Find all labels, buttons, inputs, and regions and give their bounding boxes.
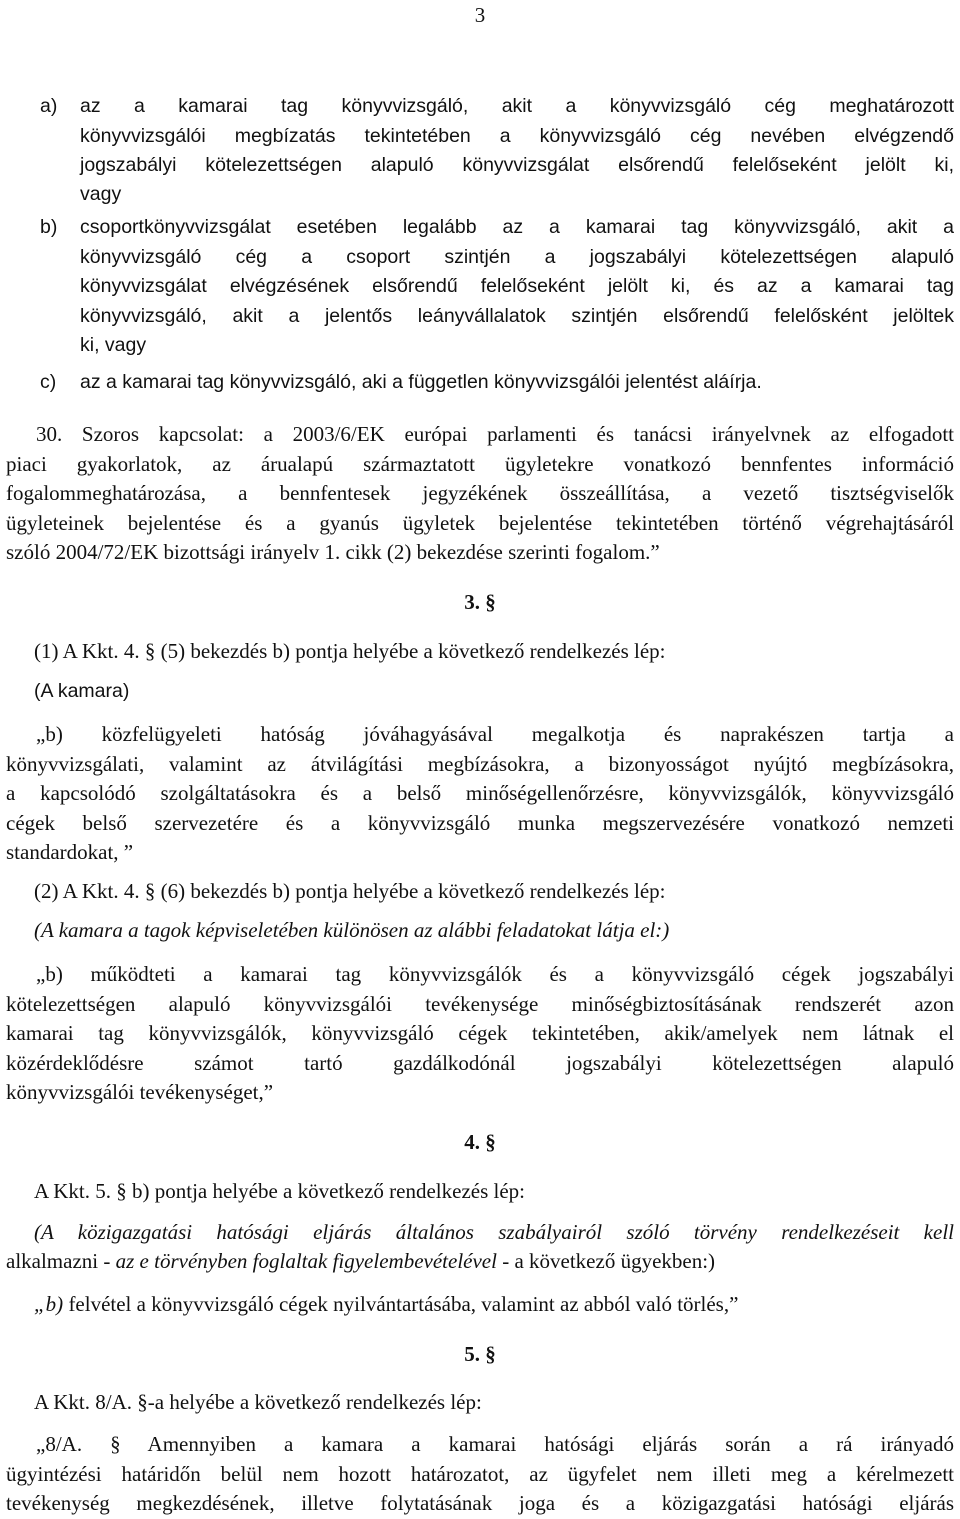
section-3-quote-1-line: cégek belső szervezetére és a könyvvizsgáló munka megszervezésére vonatkozó nemzeti xyxy=(6,810,954,835)
section-4-sub-line-1 xyxy=(6,1218,954,1248)
section-5-heading: 5. § xyxy=(464,1342,496,1366)
list-item-a xyxy=(80,92,954,181)
list-item-b-line: könyvvizsgálat elvégzésének elsőrendű felelőseként jelölt ki, és az a kamarai tag xyxy=(80,275,954,297)
section-3-quote-2-line: kamarai tag könyvvizsgálók, könyvvizsgáló cégek tekintetében, akik/amelyek nem látnak el xyxy=(6,1021,954,1045)
section-3-paragraph-1: (1) A Kkt. 4. § (5) bekezdés b) pontja helyébe a következő rendelkezés lép: xyxy=(34,639,666,663)
section-4-sub-line-2-c: - a következő ügyekben:) xyxy=(496,1249,716,1273)
section-3-quote-2-last: könyvvizsgálói tevékenységet,” xyxy=(6,1080,274,1104)
section-5-paragraph: A Kkt. 8/A. §-a helyébe a következő rendelkezés lép: xyxy=(34,1390,482,1414)
section-3-quote-2-line: „b) működteti a kamarai tag könyvvizsgálók és a könyvvizsgáló cégek jogszabályi xyxy=(36,962,954,986)
section-4-heading: 4. § xyxy=(464,1130,496,1154)
definition-30-line: fogalommeghatározása, a bennfentesek jegyzékének összeállítása, a vezető tisztségviselők xyxy=(6,481,954,505)
list-item-b-line: könyvvizsgáló, akit a jelentős leányvállalatok szintjén elsőrendű felelősként jelöltek xyxy=(80,304,954,327)
section-3-paragraph-2-sub: (A kamara a tagok képviseletében különösen az alábbi feladatokat látja el:) xyxy=(34,918,670,942)
definition-30-line: 30. Szoros kapcsolat: a 2003/6/EK európai parlamenti és tanácsi irányelvnek az elfogadott xyxy=(36,422,954,446)
section-3-quote-2-line: kötelezettségen alapuló könyvvizsgálói tevékenysége minőségbiztosításának rendszerét azon xyxy=(6,991,954,1016)
section-4-paragraph: A Kkt. 5. § b) pontja helyébe a következő rendelkezés lép: xyxy=(34,1179,525,1203)
list-item-a-line: könyvvizsgálói megbízatás tekintetében a könyvvizsgáló cég nevében elvégzendő xyxy=(80,124,954,147)
list-item-b-line: könyvvizsgáló cég a csoport szintjén a jogszabályi kötelezettségen alapuló xyxy=(80,245,954,268)
list-item-a-line: jogszabályi kötelezettségen alapuló könyvvizsgálat elsőrendű felelőseként jelölt ki, xyxy=(80,154,954,176)
list-item-a-line: az a kamarai tag könyvvizsgáló, akit a könyvvizsgáló cég meghatározott xyxy=(80,95,954,117)
list-label-a: a) xyxy=(40,95,58,117)
section-3-quote-1-line: a kapcsolódó szolgáltatásokra és a belső minőségellenőrzésre, könyvvizsgálók, könyvvizsgáló xyxy=(6,781,954,805)
list-item-b-line: csoportkönyvvizsgálat esetében legalább az a kamarai tag könyvvizsgáló, akit a xyxy=(80,216,954,238)
section-3-paragraph-1-sub: (A kamara) xyxy=(34,680,130,702)
section-3-heading: 3. § xyxy=(464,590,496,614)
section-4-quote xyxy=(34,1290,738,1319)
list-item-b-last: ki, vagy xyxy=(80,334,147,356)
section-4-sub-line-2 xyxy=(6,1247,715,1276)
section-3-quote-2-line: közérdeklődésre számot tartó gazdálkodónál jogszabályi kötelezettségen alapuló xyxy=(6,1050,954,1075)
list-item-b xyxy=(80,213,954,331)
section-4-sub-line-2-a: alkalmazni - xyxy=(6,1249,116,1273)
list-label-c: c) xyxy=(40,371,57,393)
section-5-quote xyxy=(6,1430,954,1519)
page-number: 3 xyxy=(474,3,486,27)
section-3-quote-1 xyxy=(6,720,954,838)
list-label-b: b) xyxy=(40,216,58,238)
section-4-quote-label: „b) xyxy=(34,1292,64,1316)
section-4-sub-line-1-text: (A közigazgatási hatósági eljárás általános szabályairól szóló törvény rendelkezéseit kell xyxy=(34,1220,954,1244)
section-5-quote-line: ügyintézési határidőn belül nem hozott határozatot, az ügyfelet nem illeti meg a kérelmezett xyxy=(6,1461,954,1486)
section-5-quote-line: tevékenység megkezdésének, illetve folytatásának joga és a közigazgatási hatósági eljárás xyxy=(6,1491,954,1515)
section-4-quote-text: felvétel a könyvvizsgáló cégek nyilvántartásába, valamint az abból való törlés,” xyxy=(63,1292,739,1316)
section-3-paragraph-2: (2) A Kkt. 4. § (6) bekezdés b) pontja helyébe a következő rendelkezés lép: xyxy=(34,879,666,903)
section-4-sub-line-2-b: az e törvényben foglaltak figyelembevételével xyxy=(115,1249,497,1273)
section-3-quote-1-last: standardokat, ” xyxy=(6,840,134,864)
list-item-c: az a kamarai tag könyvvizsgáló, aki a független könyvvizsgálói jelentést aláírja. xyxy=(80,371,762,393)
definition-30-last: szóló 2004/72/EK bizottsági irányelv 1. cikk (2) bekezdése szerinti fogalom.” xyxy=(6,540,660,564)
definition-30-line: ügyleteinek bejelentése és a gyanús ügyletek bejelentése tekintetében történő végrehajtásáról xyxy=(6,510,954,535)
section-3-quote-1-line: „b) közfelügyeleti hatóság jóváhagyásával megalkotja és naprakészen tartja a xyxy=(36,722,954,746)
section-3-quote-2 xyxy=(6,960,954,1078)
definition-30-line: piaci gyakorlatok, az árualapú származtatott ügyletekre vonatkozó bennfentes információ xyxy=(6,451,954,476)
definition-30 xyxy=(6,420,954,538)
section-3-quote-1-line: könyvvizsgálati, valamint az átvilágítási megbízásokra, a bizonyosságot nyújtó megbízásokra, xyxy=(6,751,954,776)
list-item-a-last: vagy xyxy=(80,183,122,205)
section-5-quote-line: „8/A. § Amennyiben a kamara a kamarai hatósági eljárás során a rá irányadó xyxy=(36,1432,954,1456)
